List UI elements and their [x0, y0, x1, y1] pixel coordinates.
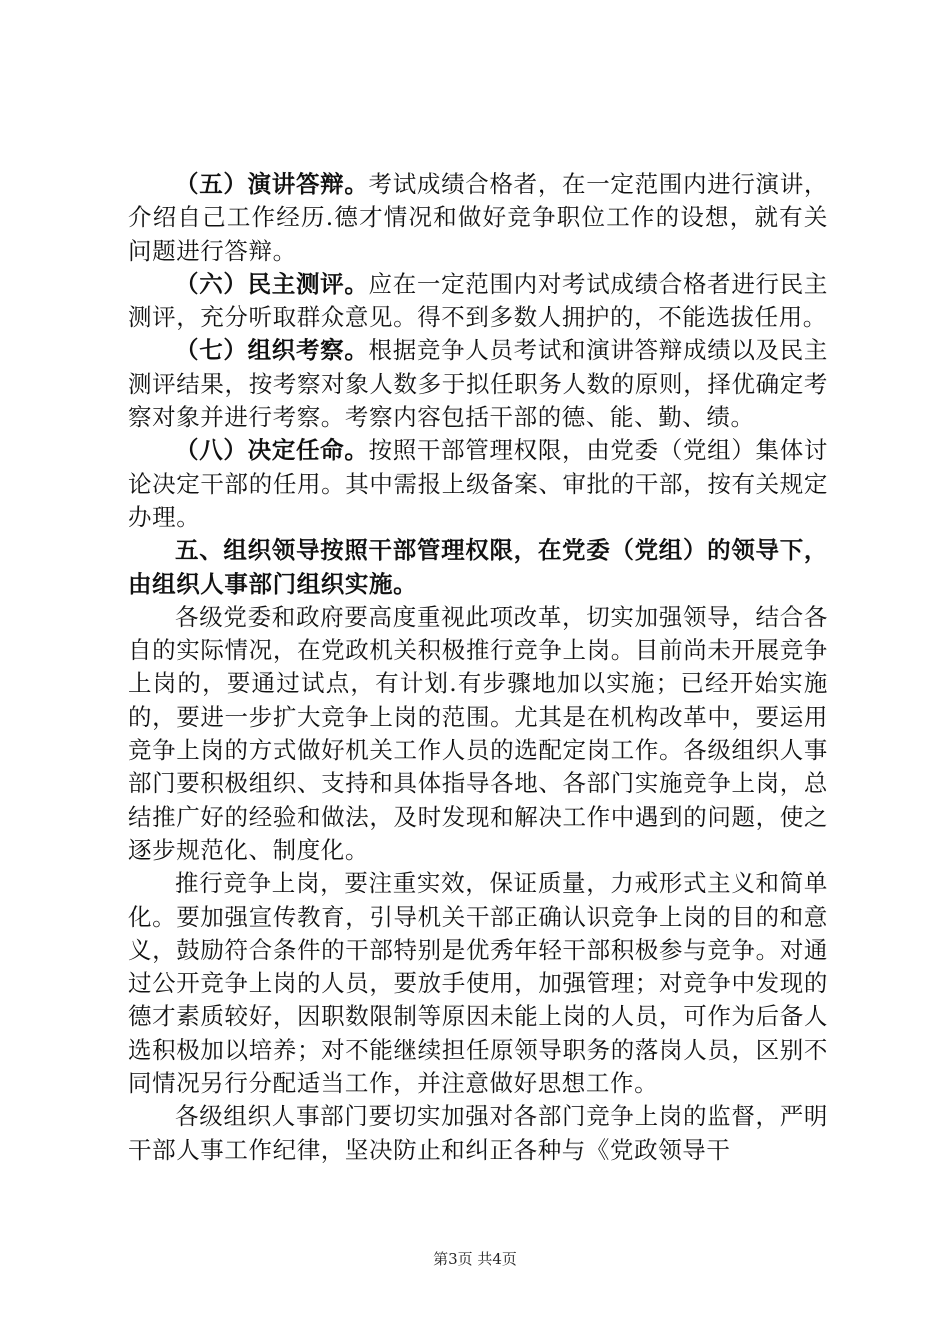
- page-number-footer: 第3页 共4页: [433, 1250, 517, 1268]
- paragraph-text: 应在一定范围内对考试成绩合格者进行民主测评，充分听取群众意见。得不到多数人拥护的，不能选拔任用。: [128, 269, 828, 332]
- paragraph-lead: （五）演讲答辩。: [175, 170, 369, 198]
- paragraph-lead: （七）组织考察。: [175, 336, 369, 365]
- paragraph-appointment-decision: [128, 434, 828, 534]
- paragraph-text: 按照干部管理权限，由党委（党组）集体讨论决定干部的任用。其中需报上级备案、审批的干部，按有关规定办理。: [128, 436, 828, 531]
- body-paragraph: 各级组织人事部门要切实加强对各部门竞争上岗的监督，严明干部人事工作纪律，坚决防止和纠正各种与《党政领导干: [128, 1102, 828, 1164]
- paragraph-text: 根据竞争人员考试和演讲答辩成绩以及民主测评结果，按考察对象人数多于拟任职务人数的原则，择优确定考察对象并进行考察。考察内容包括干部的德、能、勤、绩。: [128, 336, 828, 432]
- paragraph-text: 考试成绩合格者，在一定范围内进行演讲，介绍自己工作经历.德才情况和做好竞争职位工作的设想，就有关问题进行答辩。: [128, 170, 828, 265]
- paragraph-lead: （八）决定任命。: [175, 436, 369, 465]
- paragraph-speech-defense: [128, 168, 828, 268]
- section-heading: 五、组织领导按照干部管理权限，在党委（党组）的领导下，由组织人事部门组织实施。: [128, 536, 828, 598]
- body-paragraph: 推行竞争上岗，要注重实效，保证质量，力戒形式主义和简单化。要加强宣传教育，引导机关干部正确认识竞争上岗的目的和意义，鼓励符合条件的干部特别是优秀年轻干部积极参与竞争。对通过公开竞争上岗的人员，要放手使用，加强管理；对竞争中发现的德才素质较好，因职数限制等原因未能上岗的人员，可作为后备人选积极加以培养；对不能继续担任原领导职务的落岗人员，区别不同情况另行分配适当工作，并注意做好思想工作。: [128, 869, 828, 1098]
- paragraph-democratic-evaluation: [128, 268, 828, 335]
- paragraph-lead: （六）民主测评。: [175, 269, 369, 298]
- document-body: [128, 168, 828, 1167]
- paragraph-organizational-inspection: [128, 334, 828, 434]
- body-paragraph: 各级党委和政府要高度重视此项改革，切实加强领导，结合各自的实际情况，在党政机关积极推行竞争上岗。目前尚未开展竞争上岗的，要通过试点，有计划.有步骤地加以实施；已经开始实施的，要进一步扩大竞争上岗的范围。尤其是在机构改革中，要运用竞争上岗的方式做好机关工作人员的选配定岗工作。各级组织人事部门要积极组织、支持和具体指导各地、各部门实施竞争上岗，总结推广好的经验和做法，及时发现和解决工作中遇到的问题，使之逐步规范化、制度化。: [128, 602, 828, 864]
